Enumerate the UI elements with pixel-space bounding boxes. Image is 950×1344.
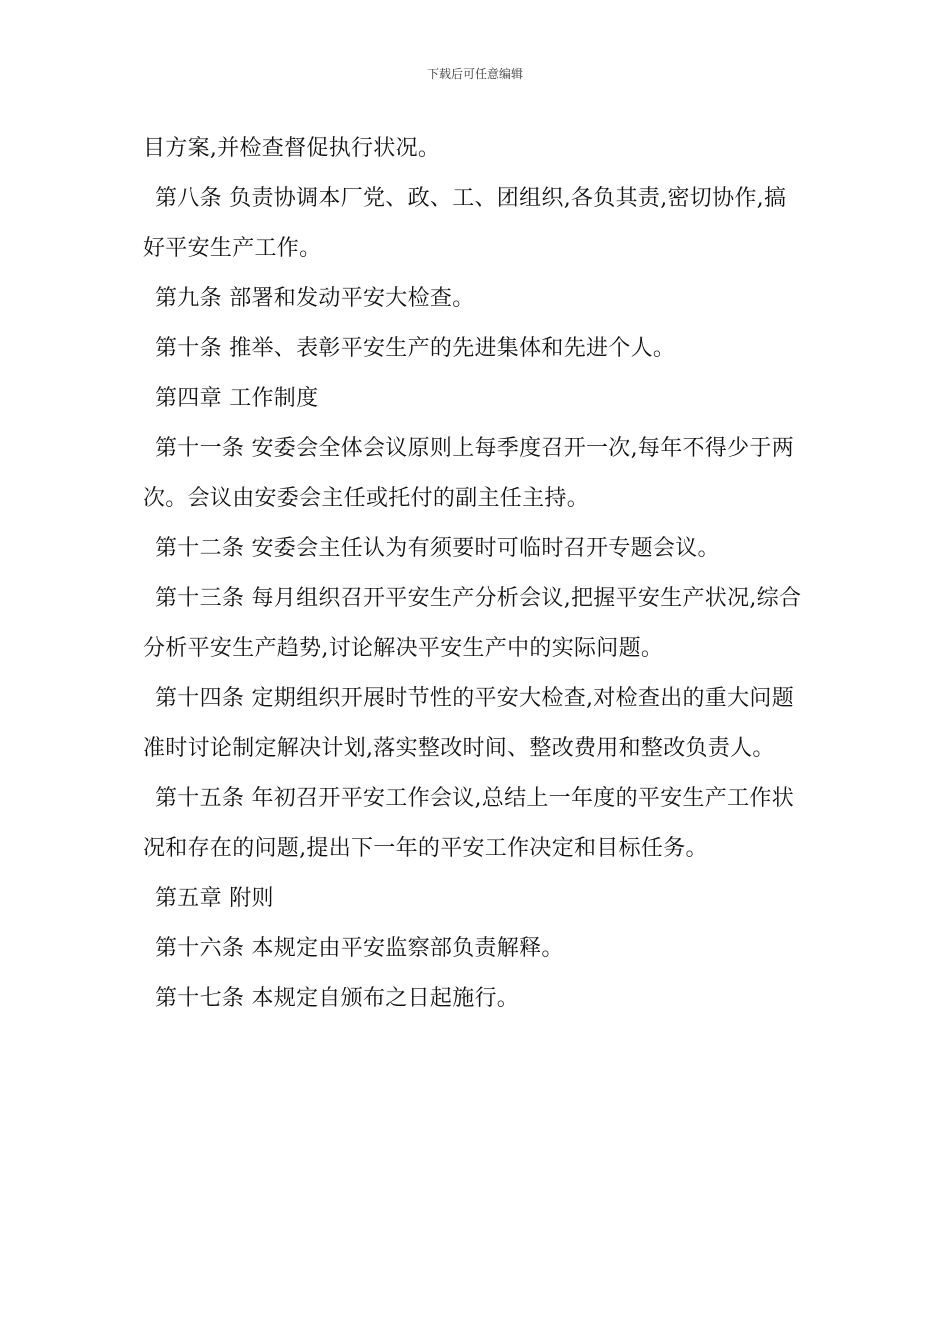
article-14: 第十四条 定期组织开展时节性的平安大检查,对检查出的重大问题	[155, 686, 794, 711]
page-header: 下载后可任意编辑	[426, 67, 523, 81]
article-8: 第八条 负责协调本厂党、政、工、团组织,各负其责,密切协作,搞	[155, 186, 787, 211]
text-line: 况和存在的问题,提出下一年的平安工作决定和目标任务。	[143, 836, 708, 861]
article-9: 第九条 部署和发动平安大检查。	[155, 286, 475, 311]
chapter-5-heading: 第五章 附则	[155, 886, 274, 911]
text-line: 次。会议由安委会主任或托付的副主任主持。	[143, 486, 590, 511]
article-11: 第十一条 安委会全体会议原则上每季度召开一次,每年不得少于两	[155, 436, 794, 461]
text-line: 准时讨论制定解决计划,落实整改时间、整改费用和整改负责人。	[143, 736, 775, 761]
article-13: 第十三条 每月组织召开平安生产分析会议,把握平安生产状况,综合	[155, 586, 802, 611]
article-17: 第十七条 本规定自颁布之日起施行。	[155, 986, 520, 1011]
article-15: 第十五条 年初召开平安工作会议,总结上一年度的平安生产工作状	[155, 786, 794, 811]
article-16: 第十六条 本规定由平安监察部负责解释。	[155, 936, 564, 961]
article-10: 第十条 推举、表彰平安生产的先进集体和先进个人。	[155, 336, 676, 361]
document-body	[143, 124, 811, 1024]
text-line: 好平安生产工作。	[143, 236, 322, 261]
text-line: 分析平安生产趋势,讨论解决平安生产中的实际问题。	[143, 636, 664, 661]
article-12: 第十二条 安委会主任认为有须要时可临时召开专题会议。	[155, 536, 720, 561]
chapter-4-heading: 第四章 工作制度	[155, 386, 319, 411]
text-line: 目方案,并检查督促执行状况。	[143, 136, 441, 161]
